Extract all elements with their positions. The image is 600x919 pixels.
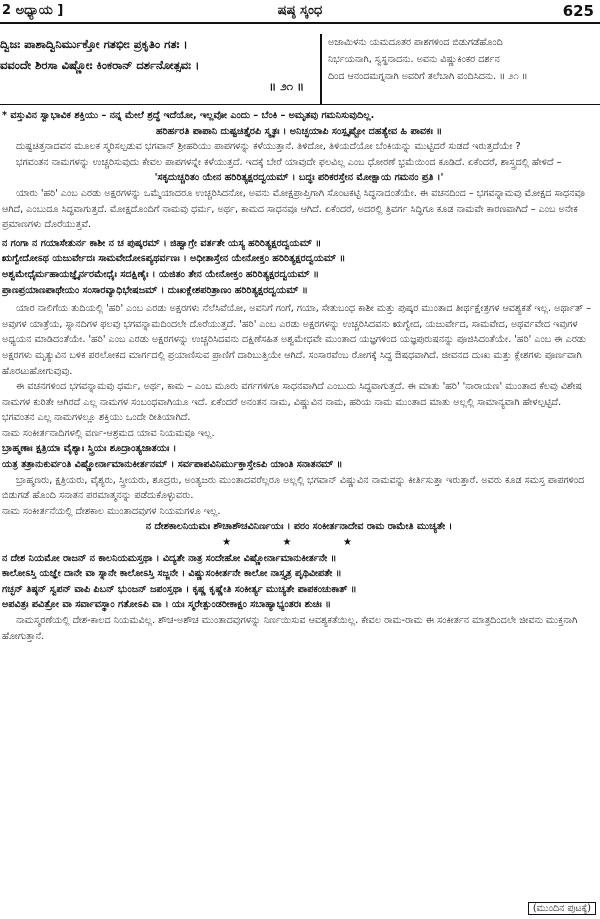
star-divider: ★ ★ ★ bbox=[222, 537, 376, 549]
shloka-line: ಋಗ್ವೇದೋಽಥ ಯಜುರ್ವೇದಃ ಸಾಮವೇದೋಽಪ್ಯಥರ್ವಣಃ । ಅಧೀತಾಸ್ತೇನ ಯೇನೋಕ್ತಂ ಹರಿರಿತ್ಯಕ್ಷರದ್ವಯಮ್ ॥ bbox=[2, 253, 346, 265]
shloka-line: ನ ದೇಶ ನಿಯಮೋ ರಾಜನ್ ನ ಕಾಲನಿಯಮಸ್ತಥಾ । ವಿದ್ಯತೇ ನಾತ್ರ ಸಂದೇಹೋ ವಿಷ್ಣೋರ್ನಾಮಾನುಕೀರ್ತನೇ ॥ bbox=[2, 552, 337, 564]
verse-block bbox=[0, 34, 600, 105]
paragraph: ನಾಮ ಸಂಕೀರ್ತನಾದಿಗಳಲ್ಲಿ ವರ್ಣ-ಆಶ್ರಮದ ಯಾವ ನಿಯಮವೂ ಇಲ್ಲ. bbox=[2, 427, 215, 439]
verse-line: ವವಂದೇ ಶಿರಸಾ ವಿಷ್ಣೋಃ ಕಿಂಕರಾನ್ ದರ್ಶನೋತ್ಸವಃ । bbox=[0, 58, 200, 72]
page-number: 625 bbox=[562, 2, 594, 20]
shloka-line: ಯತ್ರ ತತ್ರಾನುಕುರ್ವಂತಿ ವಿಷ್ಣೋರ್ನಾಮಾನುಕೀರ್ತನಮ್ । ಸರ್ವಪಾಪವಿನಿರ್ಮುಕ್ತಾಸ್ತೇಽಪಿ ಯಾಂತಿ ಸನಾತನಮ್ ॥ bbox=[2, 459, 343, 471]
footnote-paragraph: * ವಸ್ತುವಿನ ಸ್ವಾಭಾವಿಕ ಶಕ್ತಿಯು – ನನ್ನ ಮೇಲೆ ಶ್ರದ್ಧೆ ಇದೆಯೋ, ಇಲ್ಲವೋ ಎಂದು – ಬೆಂಕಿ – ಅಮೃತವು ಗಮನಿಸುವುದಿಲ್ಲ. bbox=[2, 110, 375, 121]
shloka-line: ನ ಗಂಗಾ ನ ಗಯಾಸೇತುರ್ನ ಕಾಶೀ ನ ಚ ಪುಷ್ಕರಮ್ । ಜಿಹ್ವಾಗ್ರೇ ವರ್ತತೇ ಯಸ್ಯ ಹರಿರಿತ್ಯಕ್ಷರದ್ವಯಮ್ ॥ bbox=[2, 237, 322, 249]
shloka-line: ಪ್ರಾಣಪ್ರಯಾಣಪಾಥೇಯಂ ಸಂಸಾರವ್ಯಾಧಿಭೇಷಜಮ್ । ದುಃಖಕ್ಲೇಶಪರಿತ್ರಾಣಂ ಹರಿರಿತ್ಯಕ್ಷರದ್ವಯಮ್ ॥ bbox=[2, 284, 308, 296]
paragraph: ಭಗವಂತನ ನಾಮಗಳನ್ನು ಉಚ್ಚರಿಸುವುದು ಕೇವಲ ಪಾಪಗಳನ್ನೇ ಕಳೆಯುತ್ತದೆ. ಇದಕ್ಕೆ ಬೇರೆ ಯಾವುದೇ ಫಲವಿಲ್ಲ ಎಂಬ ಧೋರಣೆ ಭ್ರಮೆಯಿಂದ ಕೂಡಿದೆ. ಏಕೆಂದರೆ, ಶಾಸ್ತ್ರದಲ್ಲಿ ಹೇಳಿದೆ – bbox=[16, 156, 562, 168]
commentary-body bbox=[2, 108, 596, 898]
verse-divider bbox=[320, 34, 322, 104]
shloka-line: ಅಶ್ವಮೇಧೈರ್ಮಹಾಯಜ್ಞೈರ್ನರಮೇಧೈಃ ಸದಕ್ಷಿಣೈಃ । ಯಜಿತಂ ತೇನ ಯೇನೋಕ್ತಂ ಹರಿರಿತ್ಯಕ್ಷರದ್ವಯಮ್ ॥ bbox=[2, 268, 319, 280]
shloka-line: ಕಾಲೋಽಸ್ತಿ ಯಜ್ಞೇ ದಾನೇ ವಾ ಸ್ನಾನೇ ಕಾಲೋಽಸ್ತಿ ಸಜ್ಜನೇ । ವಿಷ್ಣುಸಂಕೀರ್ತನೇ ಕಾಲೋ ನಾಸ್ತ್ಯತ್ರ ಪೃಥಿವೀಪತೇ ॥ bbox=[2, 568, 342, 580]
verse-number: ॥ ೨೧ ॥ bbox=[269, 79, 304, 93]
shloka-line: ಹರಿರ್ಹರತಿ ಪಾಪಾನಿ ದುಷ್ಟಚಿತ್ತೈರಪಿ ಸ್ಮೃತಃ । ಅನಿಚ್ಛಯಾಪಿ ಸಂಸ್ಪೃಷ್ಟೋ ದಹತ್ಯೇವ ಹಿ ಪಾವಕಃ ॥ bbox=[155, 125, 443, 137]
paragraph: ಯಾರು 'ಹರಿ' ಎಂಬ ಎರಡು ಅಕ್ಷರಗಳನ್ನು ಒಮ್ಮೆಯಾದರೂ ಉಚ್ಚರಿಸಿದನೋ, ಅವನು ಮೋಕ್ಷಪ್ರಾಪ್ತಿಗಾಗಿ ಸೊಂಟಕಟ್ಟಿ ಸಿದ್ಧನಾದಂತೆಯೇ. ಈ ವಚನದಿಂದ – ಭಗವನ್ನಾಮವು ಮೋಕ್ಷದ ಸಾಧನವೂ ಆಗಿದೆ, ಎಂಬುದೂ ಸಿದ್ಧವಾಗುತ್ತದೆ. ಮೋಕ್ಷದೊಂದಿಗೆ ನಾಮವು ಧರ್ಮ, ಅರ್ಥ, ಕಾಮದ ಸಾಧನವೂ ಆಗಿದೆ. ಏಕೆಂದರೆ, ಅದರಲ್ಲಿ ತ್ರಿವರ್ಗ ಸಿದ್ಧಿಗೂ ಕೂಡ ನಾಮವೇ ಕಾರಣವಾಗಿದೆ – ಎಂಬ ಅನೇಕ ಪ್ರಮಾಣಗಳು ದೊರೆಯುತ್ತವೆ. bbox=[2, 187, 585, 231]
paragraph: ಬ್ರಾಹ್ಮಣರು, ಕ್ಷತ್ರಿಯರು, ವೈಶ್ಯರು, ಸ್ತ್ರೀಯರು, ಶೂದ್ರರು, ಅಂತ್ಯಜರು ಮುಂತಾದವರೆಲ್ಲರೂ ಅಲ್ಲಲ್ಲಿ ಭಗವಾನ್ ವಿಷ್ಣುವಿನ ನಾಮವನ್ನು ಕೀರ್ತಿಸುತ್ತಾ ಇರುತ್ತಾರೆ. ಅವರು ಕೂಡ ಸಮಸ್ತ ಪಾಪಗಳಿಂದ ಬಿಡುಗಡೆ ಹೊಂದಿ ಸನಾತನ ಪರಮಾತ್ಮನನ್ನು ಪಡೆದುಕೊಳ್ಳುವರು. bbox=[2, 474, 585, 502]
shloka-line: ಗಚ್ಛನ್ ತಿಷ್ಠನ್ ಸ್ವಪನ್ ವಾಪಿ ಪಿಬನ್ ಭುಂಜನ್ ಜಪಂಸ್ತಥಾ । ಕೃಷ್ಣ ಕೃಷ್ಣೇತಿ ಸಂಕೀರ್ತ್ಯ ಮುಚ್ಯತೇ ಪಾಪಕಂಚುಕಾತ್ ॥ bbox=[2, 583, 357, 595]
skandha-title: ಷಷ್ಠ ಸ್ಕಂಧ bbox=[277, 3, 323, 18]
continued-note: (ಮುಂದಿನ ಪುಟಕ್ಕೆ) bbox=[528, 902, 596, 915]
shloka-line: ನ ದೇಶಕಾಲನಿಯಮಃ ಶೌಚಾಶೌಚವಿನಿರ್ಣಯಃ । ಪರಂ ಸಂಕೀರ್ತನಾದೇವ ರಾಮ ರಾಮೇತಿ ಮುಚ್ಯತೇ । bbox=[145, 521, 453, 533]
translation-line: ಅಜಾಮಿಳನು ಯಮದೂತರ ಪಾಶಗಳಿಂದ ಬಿಡುಗಡೆಹೊಂದಿ bbox=[328, 37, 503, 48]
shloka-line: 'ಸಕೃದುಚ್ಚರಿತಂ ಯೇನ ಹರಿರಿತ್ಯಕ್ಷರದ್ವಯಮ್ । ಬದ್ಧಃ ಪರಿಕರಸ್ತೇನ ಮೋಕ್ಷಾಯ ಗಮನಂ ಪ್ರತಿ ।' bbox=[154, 172, 444, 184]
paragraph: ದುಷ್ಟಚಿತ್ತನಾದವನ ಮೂಲಕ ಸ್ಮರಿಸಲ್ಪಡುವ ಭಗವಾನ್ ಶ್ರೀಹರಿಯು ಪಾಪಗಳನ್ನು ಕಳೆಯುತ್ತಾನೆ. ತಿಳಿದೋ, ತಿಳಿಯದೆಯೋ ಬೆಂಕಿಯನ್ನು ಮುಟ್ಟಿದರೆ ಸುಡದೆ ಇರುತ್ತದೆಯೇ ? bbox=[16, 141, 521, 153]
chapter-label: 2 ಅಧ್ಯಾಯ ] bbox=[2, 3, 64, 18]
page-header bbox=[0, 0, 600, 24]
verse-sanskrit bbox=[0, 34, 318, 104]
translation-line: ನಿರ್ಭಯನಾಗಿ, ಸ್ವಸ್ಥನಾದನು. ಅವನು ವಿಷ್ಣುಕಿಂಕರ ದರ್ಶನ bbox=[328, 54, 500, 65]
paragraph: ನಾಮ ಸಂಕೀರ್ತನೆಯಲ್ಲಿ ದೇಶಕಾಲ ಮುಂತಾದವುಗಳ ನಿಯಮಗಳೂ ಇಲ್ಲ. bbox=[2, 505, 221, 517]
paragraph: ನಾಮಸ್ಮರಣೆಯಲ್ಲಿ ದೇಶ-ಕಾಲದ ನಿಯಮವಿಲ್ಲ. ಶೌಚ-ಅಶೌಚ ಮುಂತಾದವುಗಳನ್ನು ನಿರ್ಣಯಿಸುವ ಆವಶ್ಯಕತೆಯಿಲ್ಲ. ಕೇವಲ ರಾಮ-ರಾಮ ಈ ಸಂಕೀರ್ತನ ಮಾತ್ರದಿಂದಲೇ ಜೀವನು ಮುಕ್ತನಾಗಿ ಹೋಗುತ್ತಾನೆ. bbox=[2, 615, 578, 642]
verse-translation bbox=[328, 34, 598, 104]
shloka-line: ಬ್ರಾಹ್ಮಣಾಃ ಕ್ಷತ್ರಿಯಾ ವೈಶ್ಯಾಃ ಸ್ತ್ರಿಯಃ ಶೂದ್ರಾಂತ್ಯಜಾತಯಃ । bbox=[2, 443, 177, 455]
verse-line: ದ್ವಿಜಃ ಪಾಶಾದ್ವಿನಿರ್ಮುಕ್ತೋ ಗತಭೀಃ ಪ್ರಕೃತಿಂ ಗತಃ । bbox=[0, 37, 188, 51]
translation-line: ದಿಂದ ಆನಂದಮಗ್ನನಾಗಿ ಅವರಿಗೆ ತಲೆಬಾಗಿ ವಂದಿಸಿದನು. ॥ ೨೧ ॥ bbox=[328, 71, 528, 82]
paragraph: ಈ ವಚನಗಳಿಂದ ಭಗವನ್ನಾಮವು ಧರ್ಮ, ಅರ್ಥ, ಕಾಮ – ಎಂಬ ಮೂರು ವರ್ಗಗಳಿಗೂ ಸಾಧನವಾಗಿದೆ ಎಂಬುದು ಸಿದ್ಧವಾಗುತ್ತದೆ. ಈ ಮಾತು 'ಹರಿ' 'ನಾರಾಯಣ' ಮುಂತಾದ ಕೆಲವು ವಿಶೇಷ ನಾಮಗಳ ಕುರಿತೇ ಆಗಿರದೆ ಎಲ್ಲ ನಾಮಗಳ ಸಂಬಂಧವಾಗಿಯೂ ಇದೆ. ಏಕೆಂದರೆ ಅನಂತನ ನಾಮ, ವಿಷ್ಣುವಿನ ನಾಮ, ಹರಿಯ ನಾಮ ಮುಂತಾದ ಮಾತು ಅಲ್ಲಲ್ಲಿ ಸಾಮಾನ್ಯವಾಗಿ ಹೇಳಲ್ಪಟ್ಟಿದೆ. ಭಗವಂತನ ಎಲ್ಲ ನಾಮಗಳಲ್ಲೂ ಶಕ್ತಿಯು ಒಂದೇ ರೀತಿಯಾಗಿದೆ. bbox=[2, 381, 582, 424]
shloka-line: ಅಪವಿತ್ರಃ ಪವಿತ್ರೋ ವಾ ಸರ್ವಾವಸ್ಥಾಂ ಗತೋಽಪಿ ವಾ । ಯಃ ಸ್ಮರೇತ್ಪುಂಡರೀಕಾಕ್ಷಂ ಸಬಾಹ್ಯಾಭ್ಯಂತರಃ ಶುಚಿಃ ॥ bbox=[2, 599, 331, 611]
paragraph: ಯಾರ ನಾಲಿಗೆಯ ತುದಿಯಲ್ಲಿ 'ಹರಿ' ಎಂಬ ಎರಡು ಅಕ್ಷರಗಳು ನೆಲೆಸಿವೆಯೋ, ಅವನಿಗೆ ಗಂಗೆ, ಗಯಾ, ಸೇತುಬಂಧ ಕಾಶೀ ಮತ್ತು ಪುಷ್ಕರ ಮುಂತಾದ ತೀರ್ಥಕ್ಷೇತ್ರಗಳ ಆವಶ್ಯಕತೆ ಇಲ್ಲ. ಅರ್ಥಾತ್ – ಅವುಗಳ ಯಾತ್ರೆಯ, ಸ್ನಾನದಿಗಳ ಫಲವು ಭಗವನ್ನಾಮದಿಂದಲೇ ದೊರೆಯುತ್ತದೆ. 'ಹರಿ' ಎಂಬ ಎರಡು ಅಕ್ಷರಗಳನ್ನು ಉಚ್ಚರಿಸಿದವನು ಋಗ್ವೇದ, ಯಜುರ್ವೇದ, ಸಾಮವೇದ, ಅಥರ್ವವೇದ ಇವುಗಳ ಅಧ್ಯಯನ ಮಾಡಿದಂತೆಯೇ. 'ಹರಿ' ಎಂಬ ಎರಡು ಅಕ್ಷರಗಳನ್ನು ಉಚ್ಚರಿಸಿದವನು ದಕ್ಷಿಣೆಸಹಿತ ಅಶ್ವಮೇಧವೇ ಮುಂತಾದ ಯಜ್ಞಗಳಿಂದ ಯಜ್ಞಪುರುಷನನ್ನು ಪೂಜಿಸಿದಂತೆಯೇ. 'ಹರಿ' ಎಂಬ ಈ ಎರಡು ಅಕ್ಷರಗಳು ಮೃತ್ಯುವಿನ ಬಳಿಕ ಪರಲೋಕದ ಮಾರ್ಗದಲ್ಲಿ ಪ್ರಯಾಣಿಸುವ ಪ್ರಾಣಿಗೆ ದಾರಿಬುತ್ತಿಯೇ ಆಗಿದೆ. ಸಂಸಾರವೆಂಬ ರೋಗಕ್ಕೆ ಸಿದ್ಧ ಔಷಧವಾಗಿದೆ. ಜೀವನದ ದುಃಖ ಮತ್ತು ಕ್ಲೇಶಗಳು ಪೂರ್ಣವಾಗಿ ಹೊರಟುಹೋಗುವುವು. bbox=[2, 303, 591, 377]
